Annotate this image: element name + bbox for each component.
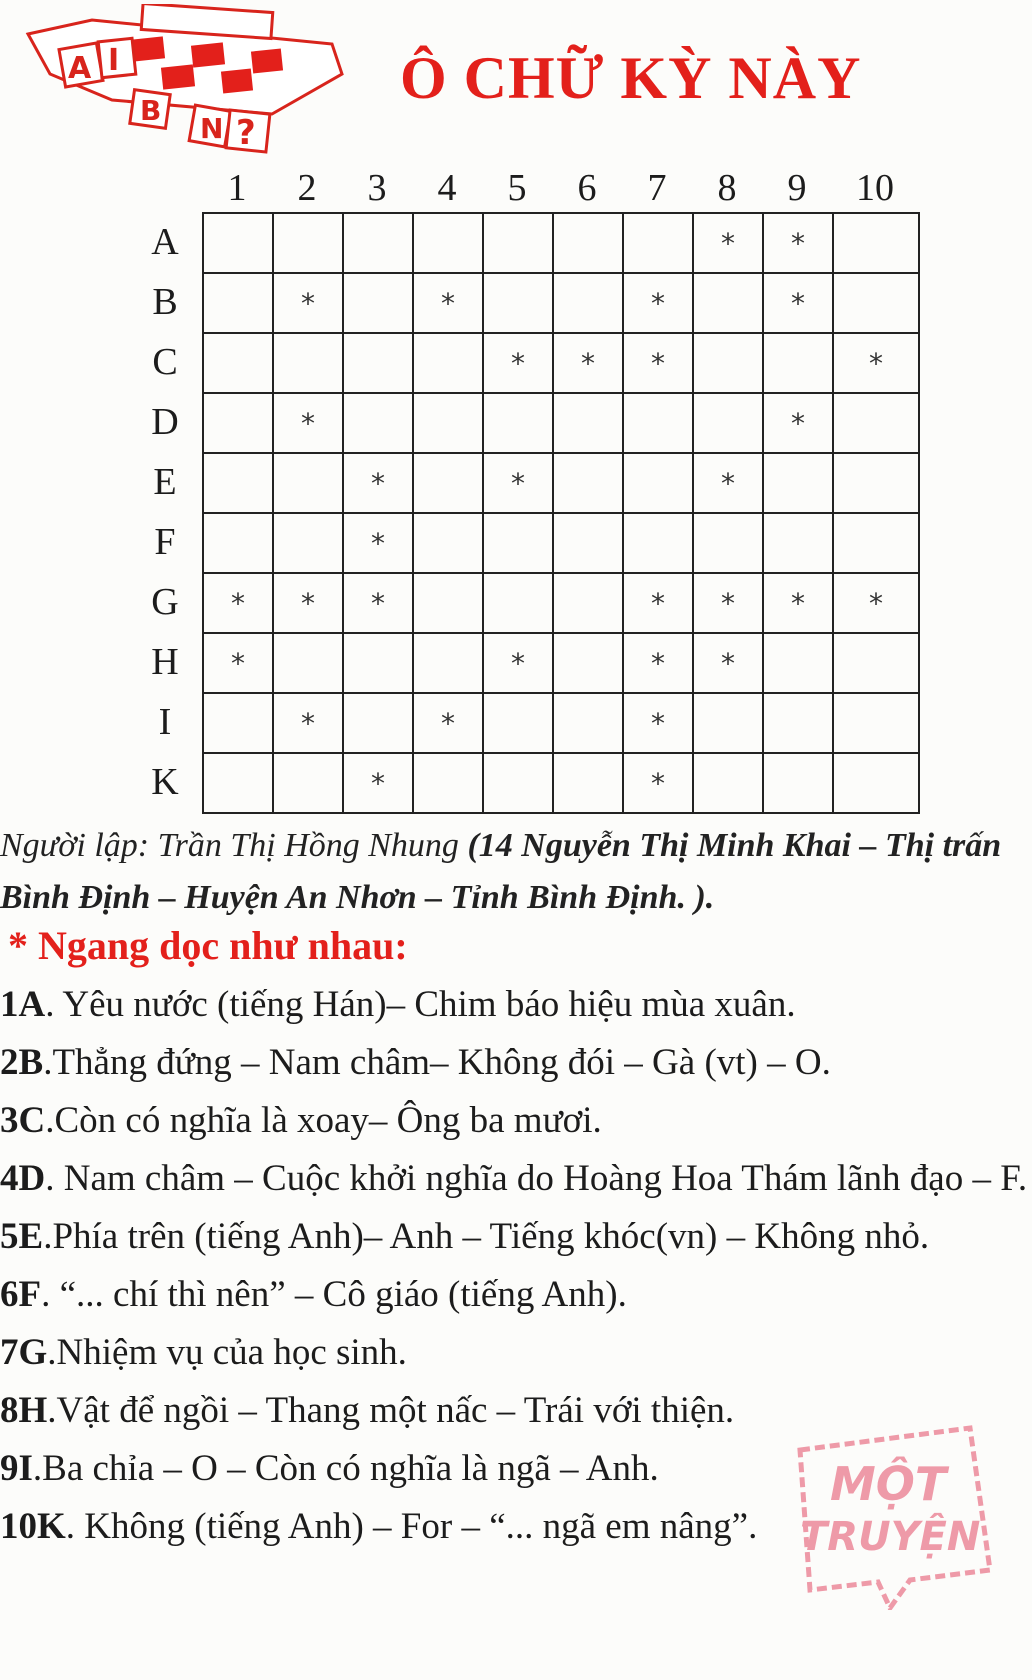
column-label: 10 [856, 167, 894, 209]
grid-cell[interactable] [484, 214, 554, 274]
clue-text: Phía trên (tiếng Anh)– Anh – Tiếng khóc(vn) – Không nhỏ. [52, 1216, 930, 1257]
grid-cell-blocked: * [694, 454, 764, 514]
grid-cell[interactable] [624, 214, 694, 274]
grid-cell-blocked: * [694, 574, 764, 634]
clue-number: 6F [0, 1274, 42, 1315]
clue-separator: . [45, 1158, 64, 1199]
grid-cell-blocked: * [764, 274, 834, 334]
clue-separator: . [65, 1506, 85, 1547]
row-label: H [151, 641, 179, 683]
grid-cell-blocked: * [344, 514, 414, 574]
clue-item [0, 976, 1032, 1034]
clue-number: 3C [0, 1100, 46, 1141]
clue-number: 5E [0, 1216, 44, 1257]
grid-cell[interactable] [414, 514, 484, 574]
grid-cell-blocked: * [624, 334, 694, 394]
row-label: D [151, 401, 179, 443]
grid-cell[interactable] [274, 214, 344, 274]
grid-cell[interactable] [554, 454, 624, 514]
author-address: (14 Nguyễn Thị Minh Khai – Thị trấn Bình Định – Huyện An Nhơn – Tỉnh Bình Định. ). [0, 827, 1002, 916]
column-label: 2 [297, 167, 317, 209]
grid-cell[interactable] [834, 274, 920, 334]
clue-text: Yêu nước (tiếng Hán)– Chim báo hiệu mùa xuân. [62, 984, 796, 1025]
grid-cell-blocked: * [624, 634, 694, 694]
grid-cell-blocked: * [484, 454, 554, 514]
grid-cell[interactable] [834, 634, 920, 694]
grid-cell[interactable] [484, 574, 554, 634]
column-label: 1 [227, 167, 247, 209]
grid-cell[interactable] [414, 754, 484, 814]
grid-cell[interactable] [694, 394, 764, 454]
clue-separator: . [43, 1042, 53, 1083]
grid-cell-blocked: * [764, 214, 834, 274]
grid-cell[interactable] [484, 514, 554, 574]
column-labels [202, 166, 926, 210]
page-title: Ô CHỮ KỲ NÀY [400, 45, 862, 111]
grid-cell-blocked: * [624, 694, 694, 754]
clue-separator: . [47, 1332, 57, 1373]
grid-cell[interactable] [834, 454, 920, 514]
grid-cell-blocked: * [764, 574, 834, 634]
grid-cell-blocked: * [204, 634, 274, 694]
row-label: E [153, 461, 177, 503]
clue-text: “... chí thì nên” – Cô giáo (tiếng Anh). [59, 1274, 627, 1315]
grid-cell[interactable] [484, 694, 554, 754]
column-label: 6 [577, 167, 597, 209]
clue-number: 8H [0, 1390, 48, 1431]
logo-letter-question: ? [236, 113, 256, 153]
grid-cell[interactable] [554, 754, 624, 814]
row-label: B [152, 281, 178, 323]
clue-item [0, 1324, 1032, 1382]
grid-cell[interactable] [624, 454, 694, 514]
section-title: * Ngang dọc như nhau: [8, 923, 408, 968]
row-label: I [158, 701, 172, 743]
grid-cell-blocked: * [624, 754, 694, 814]
grid-cell[interactable] [834, 694, 920, 754]
grid-cell[interactable] [204, 214, 274, 274]
crossword-grid [202, 212, 920, 814]
clue-text: Thẳng đứng – Nam châm– Không đói – Gà (vt) – O. [52, 1042, 831, 1083]
column-label: 4 [437, 167, 457, 209]
grid-cell[interactable] [414, 394, 484, 454]
grid-cell[interactable] [274, 634, 344, 694]
grid-cell[interactable] [204, 394, 274, 454]
grid-cell[interactable] [344, 334, 414, 394]
clue-text: Nam châm – Cuộc khởi nghĩa do Hoàng Hoa Thám lãnh đạo – F. [63, 1158, 1028, 1199]
clue-separator: . [41, 1274, 60, 1315]
grid-cell[interactable] [764, 514, 834, 574]
clue-item [0, 1150, 1032, 1208]
grid-cell[interactable] [344, 634, 414, 694]
grid-cell[interactable] [834, 754, 920, 814]
grid-cell[interactable] [414, 334, 484, 394]
clue-text: Vật để ngồi – Thang một nấc – Trái với thiện. [56, 1390, 735, 1431]
clue-item [0, 1266, 1032, 1324]
row-labels [140, 210, 190, 810]
grid-cell[interactable] [484, 754, 554, 814]
clue-text: Không (tiếng Anh) – For – “... ngã em nâng”. [84, 1506, 758, 1547]
grid-cell[interactable] [554, 214, 624, 274]
grid-cell[interactable] [764, 754, 834, 814]
grid-cell[interactable] [694, 514, 764, 574]
grid-cell[interactable] [274, 454, 344, 514]
grid-cell-blocked: * [764, 394, 834, 454]
column-label: 3 [367, 167, 387, 209]
clue-text: Nhiệm vụ của học sinh. [56, 1332, 407, 1373]
clue-number: 7G [0, 1332, 48, 1373]
grid-cell[interactable] [764, 334, 834, 394]
grid-cell-blocked: * [204, 574, 274, 634]
watermark-logo [780, 1420, 1000, 1610]
row-label: K [151, 761, 179, 803]
grid-cell[interactable] [344, 214, 414, 274]
grid-cell[interactable] [694, 334, 764, 394]
logo-letter-n: N [200, 112, 224, 145]
grid-cell[interactable] [274, 754, 344, 814]
clue-number: 9I [0, 1448, 33, 1489]
clue-separator: . [32, 1448, 43, 1489]
author-credit [0, 820, 1032, 924]
clue-separator: . [43, 1216, 53, 1257]
clue-text: Còn có nghĩa là xoay– Ông ba mươi. [54, 1100, 602, 1141]
author-name: Người lập: Trần Thị Hồng Nhung [0, 827, 459, 864]
grid-cell[interactable] [834, 394, 920, 454]
logo-letter-b: B [140, 94, 162, 127]
grid-cell-blocked: * [554, 334, 624, 394]
clue-item [0, 1034, 1032, 1092]
grid-cell[interactable] [204, 694, 274, 754]
clue-separator: . [47, 1390, 57, 1431]
clue-text: Ba chỉa – O – Còn có nghĩa là ngã – Anh. [42, 1448, 659, 1489]
column-label: 5 [507, 167, 527, 209]
grid-cell-blocked: * [484, 334, 554, 394]
clue-number: 2B [0, 1042, 44, 1083]
grid-cell[interactable] [414, 634, 484, 694]
grid-cell[interactable] [624, 394, 694, 454]
grid-cell[interactable] [414, 454, 484, 514]
grid-cell[interactable] [414, 574, 484, 634]
grid-cell[interactable] [414, 214, 484, 274]
grid-cell[interactable] [554, 634, 624, 694]
clue-item [0, 1092, 1032, 1150]
grid-cell-blocked: * [834, 574, 920, 634]
watermark-line-2: TRUYỆN [800, 1514, 981, 1560]
grid-cell[interactable] [554, 274, 624, 334]
grid-cell[interactable] [204, 334, 274, 394]
grid-cell[interactable] [484, 394, 554, 454]
grid-cell[interactable] [274, 334, 344, 394]
grid-cell[interactable] [694, 274, 764, 334]
grid-cell[interactable] [344, 694, 414, 754]
clue-separator: . [45, 1100, 55, 1141]
grid-cell-blocked: * [834, 334, 920, 394]
grid-cell[interactable] [274, 514, 344, 574]
column-label: 8 [717, 167, 737, 209]
grid-cell[interactable] [554, 574, 624, 634]
grid-cell-blocked: * [694, 214, 764, 274]
grid-cell[interactable] [554, 514, 624, 574]
crossword-logo [22, 4, 372, 154]
grid-cell[interactable] [834, 214, 920, 274]
grid-cell[interactable] [204, 274, 274, 334]
grid-cell[interactable] [624, 514, 694, 574]
grid-cell-blocked: * [414, 274, 484, 334]
grid-cell[interactable] [694, 754, 764, 814]
grid-cell[interactable] [764, 634, 834, 694]
grid-cell-blocked: * [484, 634, 554, 694]
grid-cell-blocked: * [274, 394, 344, 454]
grid-cell[interactable] [344, 394, 414, 454]
grid-cell[interactable] [834, 514, 920, 574]
grid-cell[interactable] [204, 754, 274, 814]
clue-item [0, 1208, 1032, 1266]
clue-number: 1A [0, 984, 46, 1025]
grid-cell-blocked: * [624, 574, 694, 634]
row-label: C [152, 341, 178, 383]
grid-cell-blocked: * [274, 694, 344, 754]
column-label: 7 [647, 167, 667, 209]
grid-cell-blocked: * [414, 694, 484, 754]
row-label: F [154, 521, 176, 563]
grid-cell-blocked: * [274, 274, 344, 334]
grid-cell[interactable] [554, 394, 624, 454]
clue-separator: . [45, 984, 63, 1025]
grid-cell[interactable] [484, 274, 554, 334]
grid-cell[interactable] [764, 454, 834, 514]
logo-letter-i: I [108, 43, 120, 78]
clue-number: 4D [0, 1158, 46, 1199]
grid-cell[interactable] [204, 454, 274, 514]
grid-cell[interactable] [764, 694, 834, 754]
grid-cell-blocked: * [274, 574, 344, 634]
clue-number: 10K [0, 1506, 66, 1547]
grid-cell-blocked: * [694, 634, 764, 694]
row-label: G [151, 581, 179, 623]
grid-cell[interactable] [344, 274, 414, 334]
column-label: 9 [787, 167, 807, 209]
grid-cell[interactable] [554, 694, 624, 754]
grid-cell-blocked: * [344, 754, 414, 814]
row-label: A [151, 221, 179, 263]
grid-cell-blocked: * [624, 274, 694, 334]
watermark-line-1: MỘT [830, 1457, 947, 1511]
grid-cell-blocked: * [344, 454, 414, 514]
logo-letter-a: A [68, 51, 92, 86]
grid-cell-blocked: * [344, 574, 414, 634]
grid-cell[interactable] [204, 514, 274, 574]
grid-cell[interactable] [694, 694, 764, 754]
